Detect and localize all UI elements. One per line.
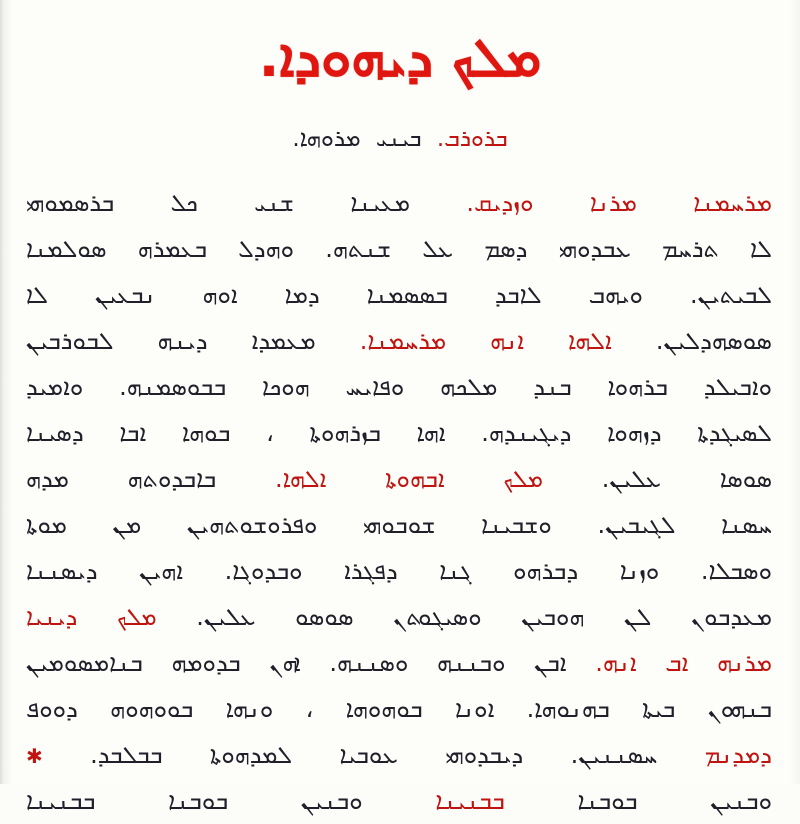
text-line: [26, 640, 772, 686]
text-line: [26, 410, 772, 456]
text-segment-black: ܣܘܣܗܕܠܝܢ.: [655, 327, 772, 355]
subtitle: [0, 122, 800, 156]
text-segment-black: ܣܘܣܐ ܥܠܝܢ.: [601, 465, 773, 493]
subtitle-text: ܒܝܢܝ ܡܪܘܗܐ.: [292, 126, 422, 152]
text-block: [0, 180, 800, 815]
text-segment-black: ܚܣܢܐ ܠܓܝܒܝܢ. ܘܫܒܝܢܐ ܫܘܒܘܗܝ ܘܦܪܘܫܘܬܗܝܢ ܡܢ ܡܘܬܐ: [26, 511, 772, 539]
text-line: [26, 318, 772, 364]
text-segment-black: ܘܐܒܝܠܕ ܒܪܗܘܐ ܒܢܕ ܡܠܟܗ ܘܦܐܝܚ ܗܘܟܐ ܒܒܘܣܡܢܗ. ܘܐܡܝܕ: [26, 373, 772, 401]
text-segment-red: ܒܒܢܝܢܐ: [435, 787, 505, 815]
text-segment-black: ܒܐܒܕܘܬܗ ܡܕܗ: [26, 465, 217, 493]
text-segment-black: ܡܥܝܢܐ ܫܢܝ ܟܠ ܒܪܣܡܘܗܝ: [26, 189, 411, 217]
text-line: [26, 456, 772, 502]
text-segment-red: ܡܠܟ ܐܒܗܘܬܐ ܐܠܗܐ.: [274, 465, 544, 493]
text-line: [26, 548, 772, 594]
text-segment-black: ܐܒܢ ܘܒܢܢܗ ܘܣܢܢܗ. ܐܗܢ ܒܕܘܡܗ ܒܢܐܡܣܘܡܝܢ: [26, 649, 567, 677]
text-segment-black: ܠܣܝܓܕܬܐ ܕܙܗܘܐ ܕܝܓܝܢܕܗ. ܐܗܐ ܒܙܪܗܘܬܐ ، ܒܘܗܐ ܐܒܐ ܕܣܝܢܐ: [26, 419, 772, 447]
text-segment-black: ܘܣܒܠܐ. ܘܙܢܐ ܕܒܪܗܘ ܓܢܐ ܕܦܓܪܐ ܘܒܕܘܓܐ. ܐܗܝܢ ܕܝܣܢܢܐ: [26, 557, 772, 585]
text-segment-red: ܕܡܕܢܡ: [704, 741, 772, 769]
text-line: [26, 594, 772, 640]
end-rosette-mark: ✱: [26, 744, 43, 768]
text-line: [26, 272, 772, 318]
subtitle-rubric: ܒܪܘܪܒ.: [436, 126, 508, 152]
text-segment-black: ܚܣܢܢܝܢ. ܕܝܒܕܘܗܝ ܥܘܒܝܐ ܠܡܕܗܘܬܐ ܒܒܠܒܕ.: [90, 741, 658, 769]
text-segment-red: ܡܪܚܡܢܐ ܡܪܢܐ ܘܙܕܝܩ.: [466, 189, 772, 217]
text-segment-black: ܠܒܝܬܝܢ. ܘܝܗܒ ܠܐܒܕ ܒܣܣܡܢܐ ܕܡܐ ܐܘܗ ܢܒܥܝܢ ܠܐ: [26, 281, 772, 309]
text-segment-black: ܠܐ ܬܪܚܡ ܥܒܕܘܗܝ ܕܣܡ ܥܠ ܫܢܬܗ. ܘܗܕܠ ܒܥܡܪܗ ܣܘܠܡܢܐ: [26, 235, 772, 263]
text-segment-black: ܡܥܡܕܐ ܕܝܢܗ ܠܒܘܪܒܝܢ: [26, 327, 316, 355]
text-line: [26, 226, 772, 272]
text-segment-red: ܐܠܗܐ ܐܢܗ ܡܪܚܡܢܐ.: [359, 327, 612, 355]
page-title: ܡܠܟ ܕܝܗܘܕܐ.: [258, 26, 542, 89]
text-segment-red: ܡܠܟ ܕܝܢܝܐ: [26, 603, 157, 631]
text-segment-red: ܡܪܢܗ ܐܒ ܐܢܗ.: [595, 649, 772, 677]
text-line: [26, 732, 772, 778]
text-line: [26, 180, 772, 226]
text-line: [26, 364, 772, 410]
text-segment-black: ܡܥܕܒܘܢ ܠܢ ܗܘܒܝܢ ܘܣܝܓܘܬܢ ܣܘܣܘ ܥܠܝܢ.: [196, 603, 772, 631]
text-line: [26, 686, 772, 732]
text-line-partial: [26, 778, 772, 815]
text-segment-black: ܘܒܢܝܢ ܒܘܒܢܐ ܒܒܢܝܢܐ: [26, 787, 363, 815]
text-line: [26, 502, 772, 548]
text-segment-black: ܘܒܢܝܢ ܒܘܒܢܐ: [577, 787, 772, 815]
text-segment-black: ܒܢܗܘܢ ܒܝܬܐ ܒܗܢܘܗܐ. ܐܘܢܐ ܒܘܗܘܗܐ ، ܘܢܗܐ ܒܘܘܗܘܗ ܕܘܘܦ: [26, 695, 772, 723]
